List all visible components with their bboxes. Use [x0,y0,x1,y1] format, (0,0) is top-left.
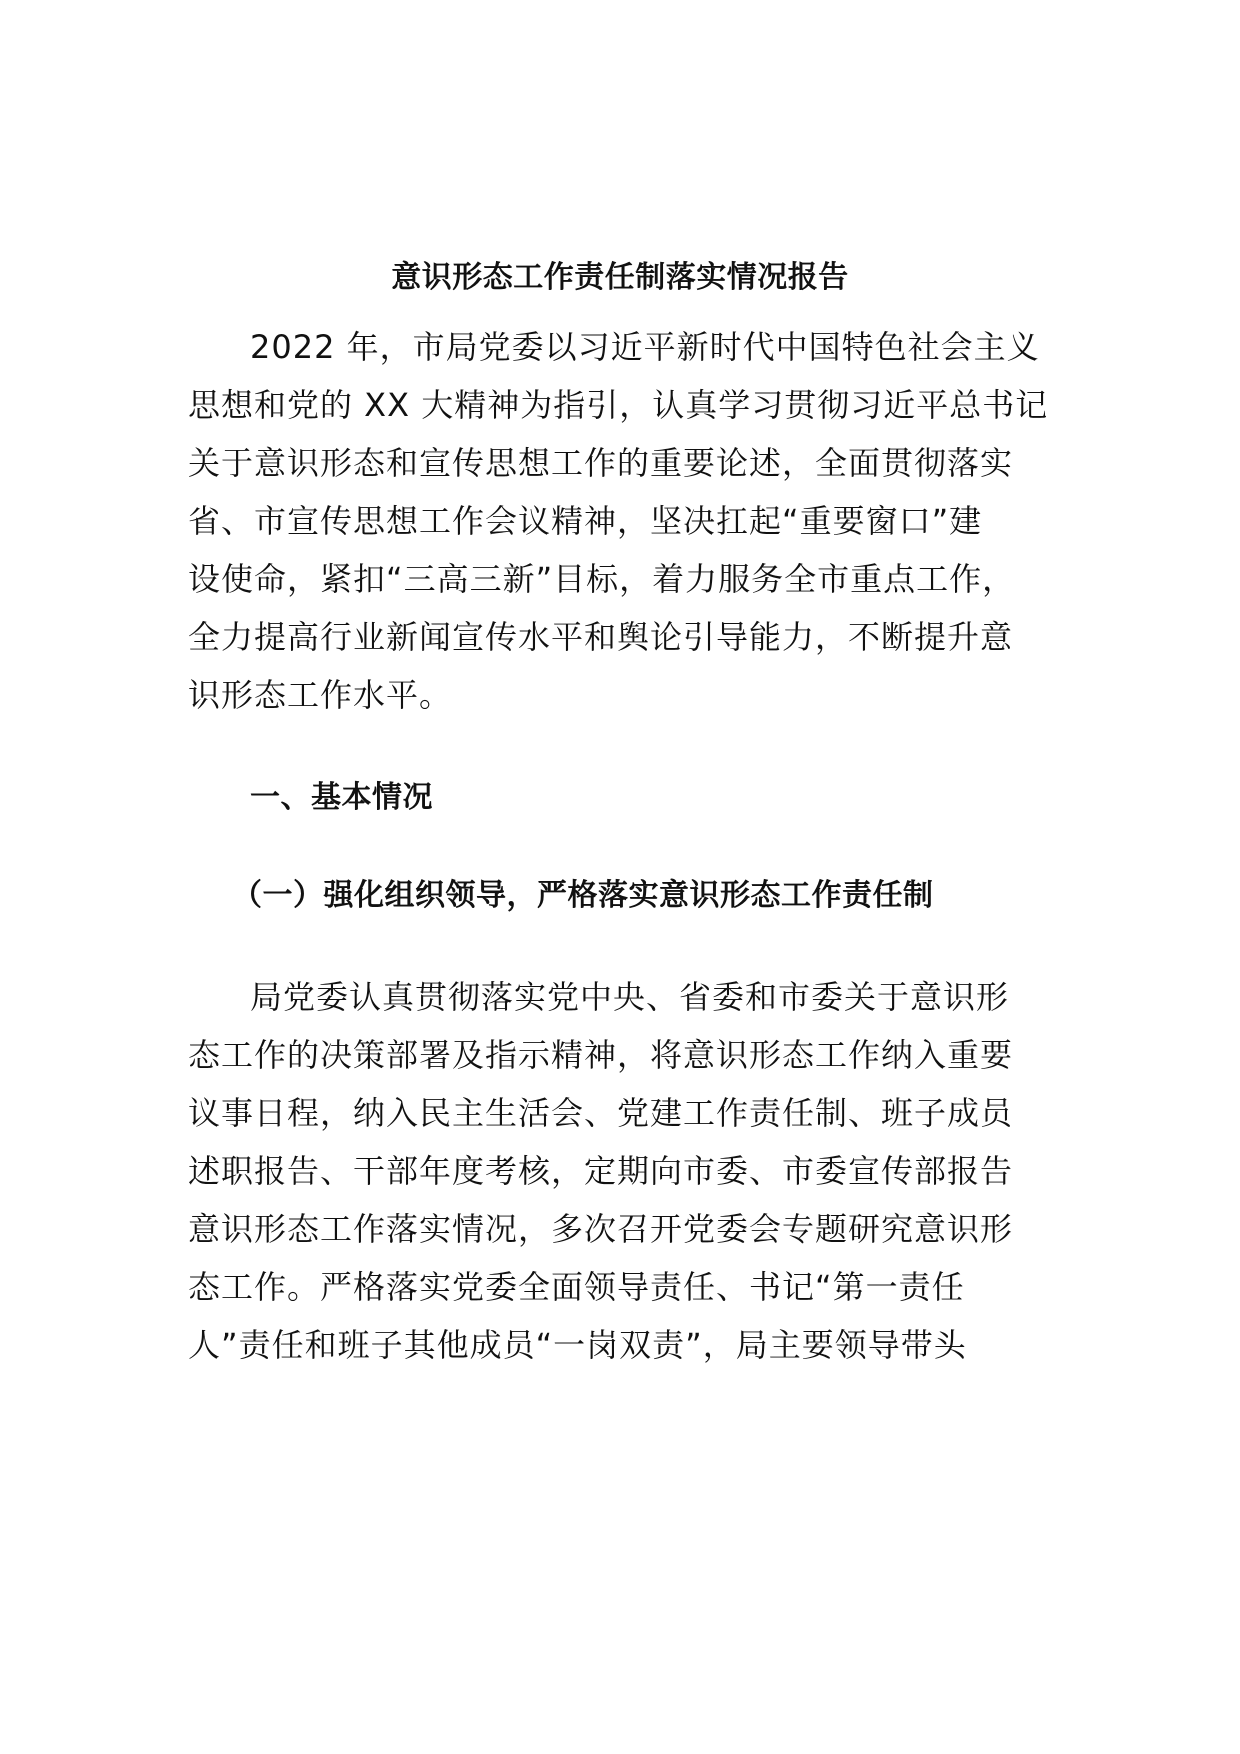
body-line-3: 议事日程，纳入民主生活会、党建工作责任制、班子成员 [188,1094,1014,1132]
intro-line-2: 思想和党的 XX 大精神为指引，认真学习贯彻习近平总书记 [188,386,1049,424]
body-line-1: 局党委认真贯彻落实党中央、省委和市委关于意识形 [250,978,1010,1016]
body-line-7: 人”责任和班子其他成员“一岗双责”，局主要领导带头 [188,1326,967,1364]
intro-line-1: 2022 年，市局党委以习近平新时代中国特色社会主义 [250,328,1040,366]
body-line-6: 态工作。严格落实党委全面领导责任、书记“第一责任 [188,1268,965,1306]
intro-line-4: 省、市宣传思想工作会议精神，坚决扛起“重要窗口”建 [188,502,983,540]
body-line-4: 述职报告、干部年度考核，定期向市委、市委宣传部报告 [188,1152,1014,1190]
intro-line-6: 全力提高行业新闻宣传水平和舆论引导能力，不断提升意 [188,618,1014,656]
section-heading: 一、基本情况 [250,780,433,815]
intro-line-3: 关于意识形态和宣传思想工作的重要论述，全面贯彻落实 [188,444,1014,482]
intro-line-5: 设使命，紧扣“三高三新”目标，着力服务全市重点工作， [188,560,1016,598]
body-line-2: 态工作的决策部署及指示精神，将意识形态工作纳入重要 [188,1036,1014,1074]
document-title: 意识形态工作责任制落实情况报告 [391,260,849,295]
body-line-5: 意识形态工作落实情况，多次召开党委会专题研究意识形 [188,1210,1014,1248]
subsection-heading: （一）强化组织领导，严格落实意识形态工作责任制 [232,878,934,913]
intro-line-7: 识形态工作水平。 [188,676,453,714]
